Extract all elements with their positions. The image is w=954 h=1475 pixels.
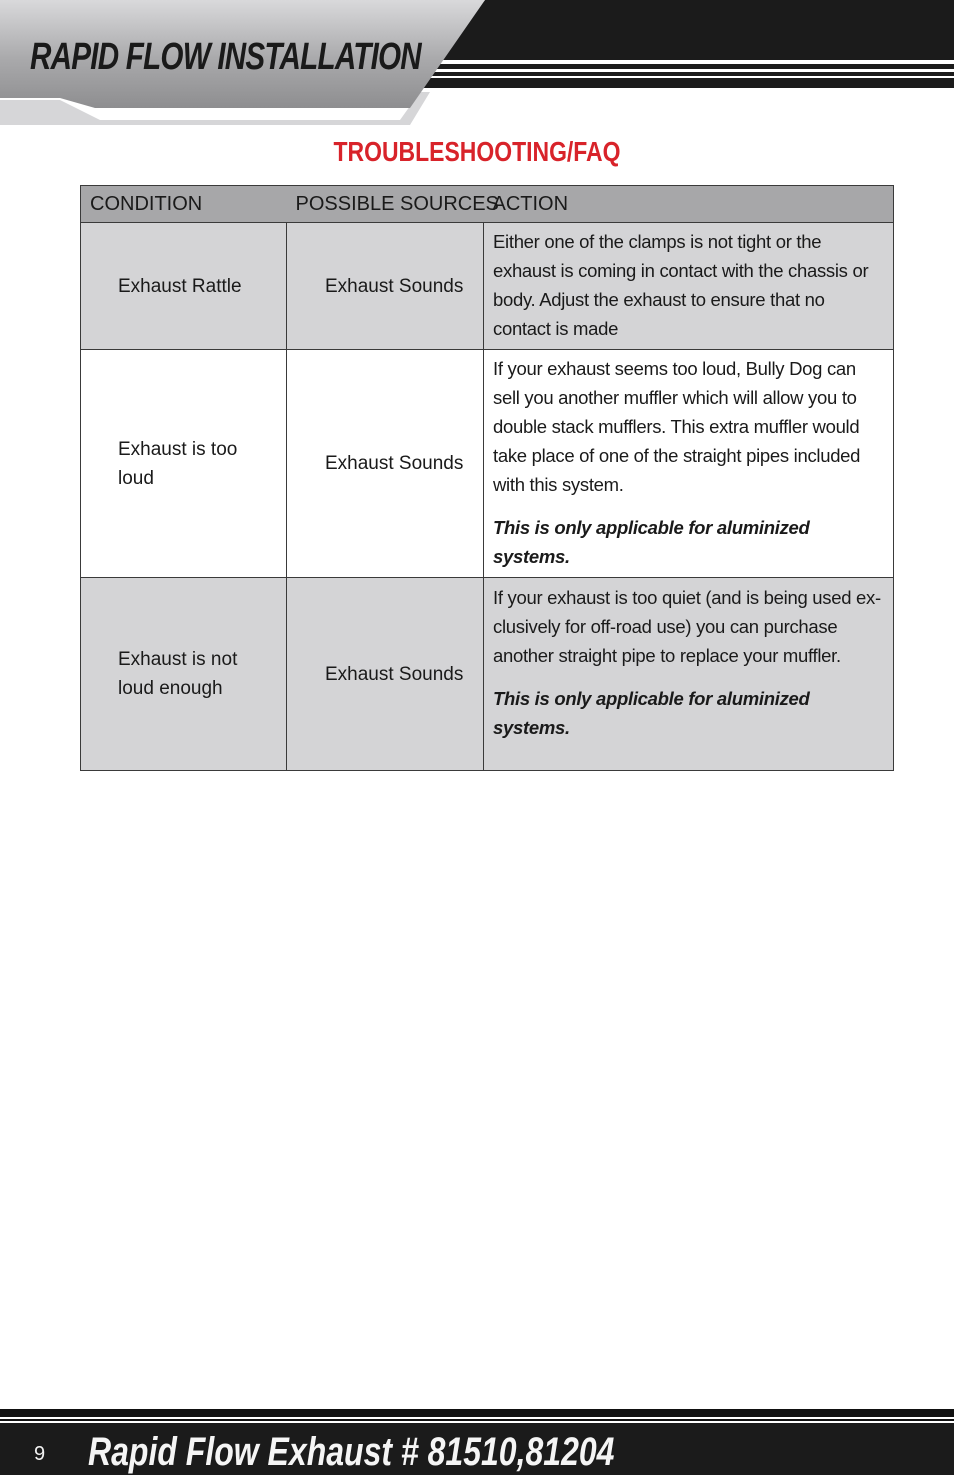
condition-cell: Exhaust is too loud — [81, 350, 287, 578]
page-number: 9 — [34, 1443, 46, 1465]
header-title: RAPID FLOW INSTALLATION — [30, 36, 421, 78]
source-cell: Exhaust Sounds — [287, 350, 484, 578]
action-text: If your exhaust is too quiet (and is being used ex-clusively for off-road use) you can purchase another straight pipe to replace your muffler. — [493, 587, 881, 666]
action-cell — [484, 578, 894, 771]
table-header-row — [81, 186, 894, 223]
source-cell: Exhaust Sounds — [287, 578, 484, 771]
action-cell — [484, 223, 894, 350]
header-condition: CONDITION — [81, 186, 287, 223]
table-row — [81, 350, 894, 578]
footer-rule-thin — [0, 1419, 954, 1421]
condition-cell: Exhaust is not loud enough — [81, 578, 287, 771]
action-note: This is only applicable for aluminized systems. — [493, 517, 810, 567]
header-possible-sources: POSSIBLE SOURCES — [287, 186, 484, 223]
source-cell: Exhaust Sounds — [287, 223, 484, 350]
faq-table — [80, 185, 894, 771]
section-title — [0, 136, 954, 168]
action-cell — [484, 350, 894, 578]
header-action: ACTION — [484, 186, 894, 223]
table-row — [81, 223, 894, 350]
section-title-text: TROUBLESHOOTING/FAQ — [333, 136, 621, 167]
action-text: If your exhaust seems too loud, Bully Dog can sell you another muffler which will allow you to double stack mufflers. This extra muffler would take place of one of the straight pipes included with this system. — [493, 358, 861, 495]
footer-title: Rapid Flow Exhaust # 81510,81204 — [88, 1430, 615, 1474]
footer-rule — [0, 1409, 954, 1417]
action-note: This is only applicable for aluminized systems. — [493, 688, 810, 738]
action-text: Either one of the clamps is not tight or the exhaust is coming in contact with the chassis or body. Adjust the exhaust to ensure that no contact is made — [493, 231, 869, 339]
table-row — [81, 578, 894, 771]
condition-cell: Exhaust Rattle — [81, 223, 287, 350]
